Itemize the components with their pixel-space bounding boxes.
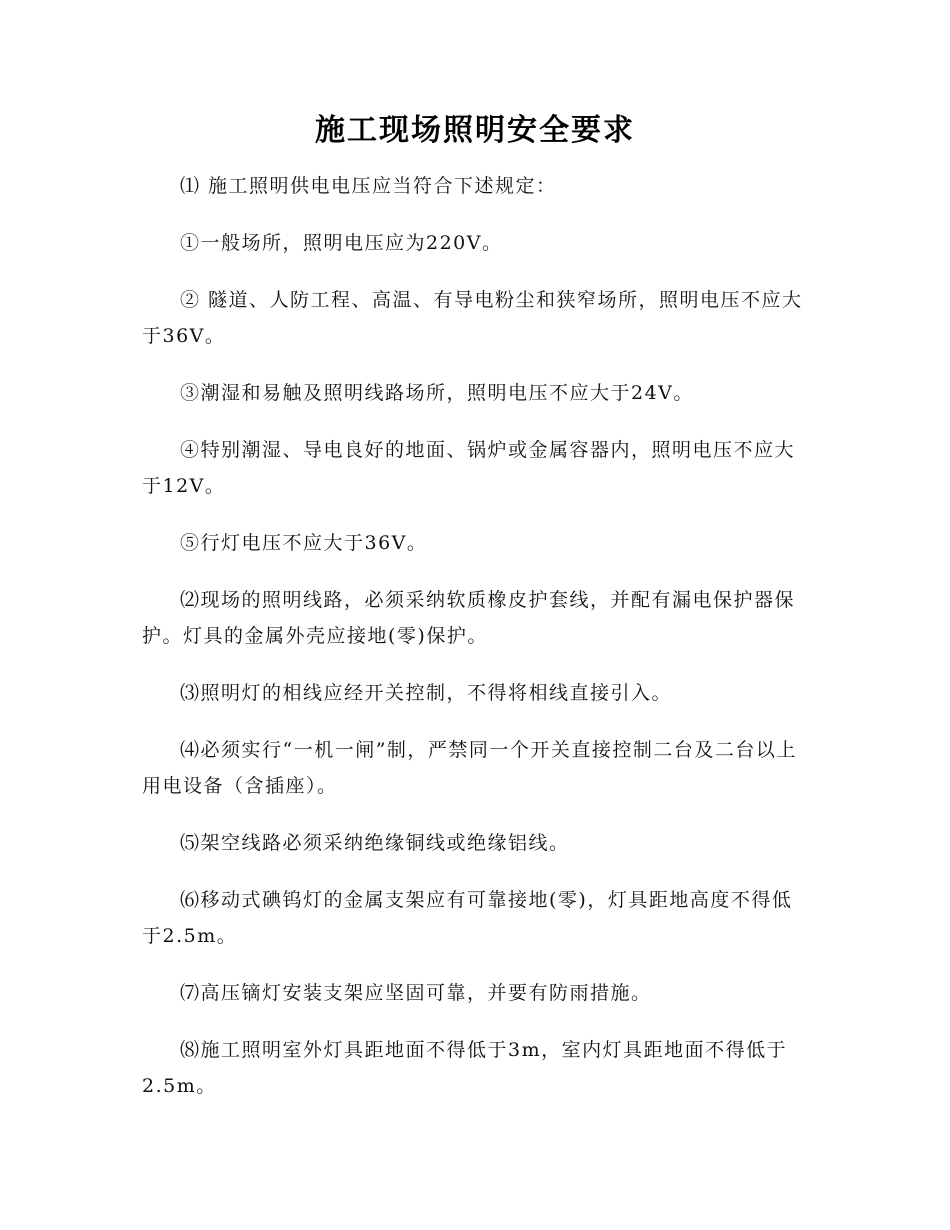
paragraph-10: ⑸架空线路必须采纳绝缘铜线或绝缘铝线。 bbox=[180, 832, 570, 854]
paragraph-11: ⑹移动式碘钨灯的金属支架应有可靠接地(零)，灯具距地高度不得低于2.5m。 bbox=[142, 889, 793, 947]
paragraph-6: ⑤行灯电压不应大于36V。 bbox=[180, 532, 428, 554]
paragraph-1: ⑴ 施工照明供电电压应当符合下述规定： bbox=[180, 175, 557, 197]
paragraph-12: ⑺高压镝灯安装支架应坚固可靠，并要有防雨措施。 bbox=[180, 982, 652, 1004]
paragraph-4: ③潮湿和易触及照明线路场所，照明电压不应大于24V。 bbox=[180, 382, 694, 404]
paragraph-3: ② 隧道、人防工程、高温、有导电粉尘和狭窄场所，照明电压不应大于36V。 bbox=[142, 289, 803, 347]
paragraph-7: ⑵现场的照明线路，必须采纳软质橡皮护套线，并配有漏电保护器保护。灯具的金属外壳应接地(零)保护。 bbox=[142, 589, 796, 647]
paragraph-13: ⑻施工照明室外灯具距地面不得低于3m，室内灯具距地面不得低于2.5m。 bbox=[142, 1039, 788, 1097]
paragraph-5: ④特别潮湿、导电良好的地面、锅炉或金属容器内，照明电压不应大于12V。 bbox=[142, 439, 796, 497]
paragraph-8: ⑶照明灯的相线应经开关控制，不得将相线直接引入。 bbox=[180, 682, 673, 704]
document-body bbox=[142, 168, 806, 1125]
paragraph-2: ①一般场所，照明电压应为220V。 bbox=[180, 232, 503, 254]
document-title: 施工现场照明安全要求 bbox=[315, 113, 635, 148]
paragraph-9: ⑷必须实行“一机一闸”制，严禁同一个开关直接控制二台及二台以上用电设备（含插座）。 bbox=[142, 739, 797, 797]
